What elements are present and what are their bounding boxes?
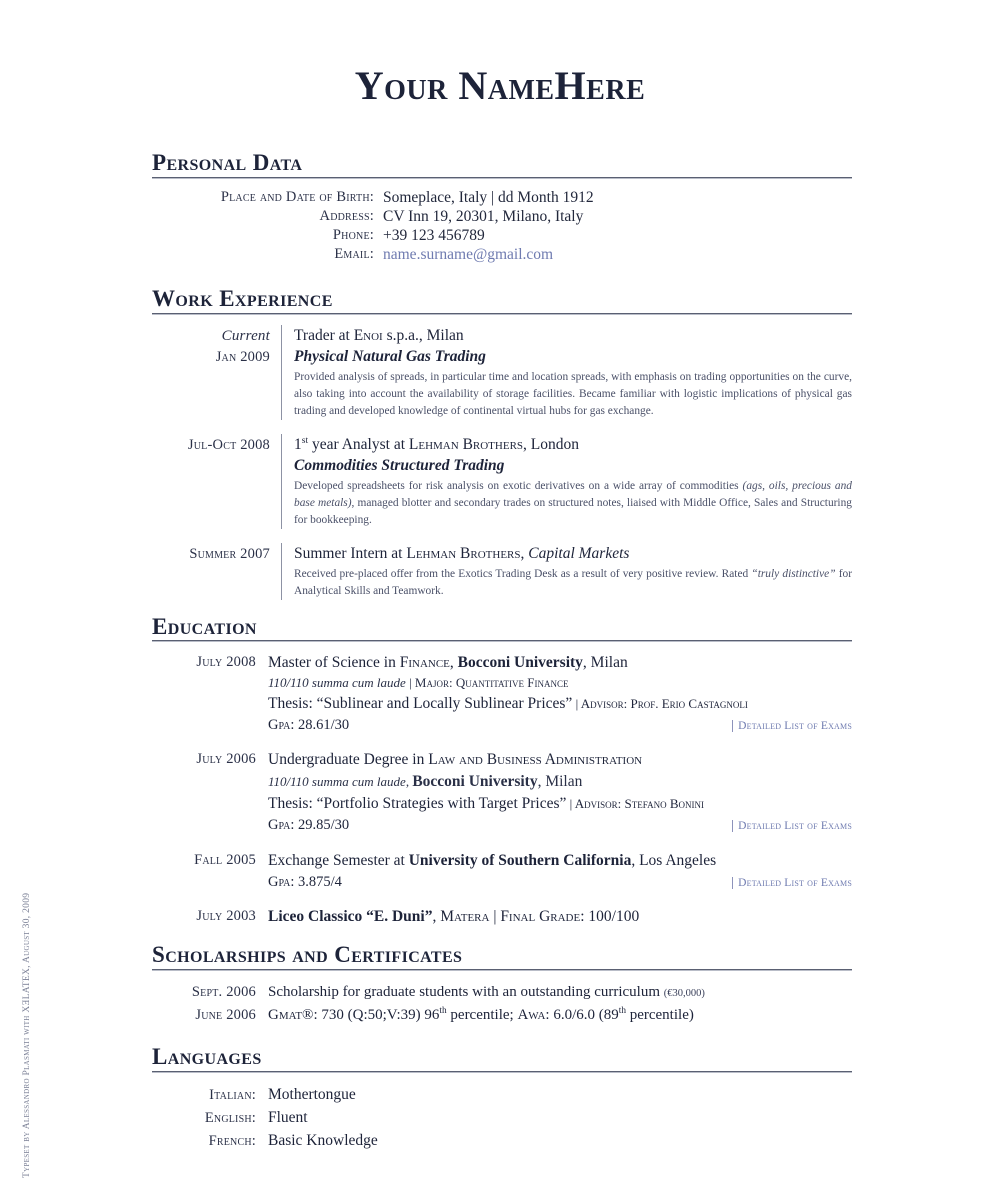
- education-date: July 2008: [196, 654, 256, 671]
- awa-percentile-label: percentile): [625, 1006, 694, 1023]
- section-divider: [152, 313, 852, 315]
- education-date: July 2003: [196, 908, 256, 925]
- work-dates: [152, 543, 281, 565]
- degree-location: , Milan: [537, 773, 583, 791]
- work-body: [281, 543, 852, 600]
- section-heading: Languages: [152, 1044, 262, 1070]
- language-row: [152, 1129, 852, 1152]
- work-date-bottom: Jan 2009: [215, 348, 270, 365]
- degree-location: , Los Angeles: [631, 851, 717, 869]
- section-scholarships: [152, 942, 852, 1026]
- scholarship-text: [268, 981, 705, 1004]
- scholarship-description: Scholarship for graduate students with an outstanding curriculum: [268, 984, 664, 1001]
- section-heading: Education: [152, 613, 257, 639]
- degree-field: Law and Business Administration: [428, 751, 643, 769]
- language-label: Italian:: [209, 1086, 256, 1103]
- degree-pre: Exchange Semester at: [268, 851, 409, 869]
- language-row: [152, 1106, 852, 1129]
- personal-row-email: [152, 246, 852, 264]
- scholarship-item: [152, 981, 852, 1004]
- desc-italic: “truly distinctive”: [751, 567, 836, 580]
- work-item: [152, 325, 852, 420]
- education-gpa-row: [268, 715, 852, 736]
- personal-value: CV Inn 19, 20301, Milano, Italy: [383, 207, 584, 225]
- work-title-post: ,: [520, 544, 529, 562]
- page-title: Your NameHere: [354, 63, 646, 108]
- section-heading: Personal Data: [152, 150, 303, 175]
- section-divider: [152, 177, 852, 179]
- scholarship-amount: (€30,000): [663, 988, 705, 1000]
- work-title-pre: 1st year Analyst at: [294, 434, 409, 453]
- section-languages: [152, 1044, 852, 1153]
- section-work-experience: [152, 286, 852, 600]
- education-thesis: [268, 793, 852, 815]
- education-gpa: Gpa: 29.85/30: [268, 817, 350, 834]
- degree-institution: Bocconi University: [412, 773, 538, 791]
- education-gpa-row: [268, 815, 852, 836]
- major: | Major: Quantitative Finance: [405, 675, 569, 691]
- detailed-exams-link[interactable]: Detailed List of Exams: [732, 877, 852, 889]
- work-description: [294, 566, 852, 600]
- desc-part1: Received pre-placed offer from the Exotics Trading Desk as a result of very positive review. Rated: [294, 567, 752, 580]
- personal-label: Place and Date of Birth:: [220, 188, 374, 205]
- work-dates: [152, 434, 281, 456]
- education-grade-major: [268, 674, 852, 692]
- work-item: [152, 543, 852, 600]
- resume-content: [152, 130, 852, 1153]
- education-item: [152, 906, 852, 928]
- desc-part1: Developed spreadsheets for risk analysis on exotic derivatives on a wide array of commodities: [294, 480, 743, 493]
- language-level: Fluent: [268, 1109, 308, 1127]
- work-title-post: s.p.a., Milan: [382, 326, 464, 344]
- language-label: French:: [208, 1133, 256, 1150]
- section-education: [152, 614, 852, 929]
- latin-honors: 110/110 summa cum laude: [268, 675, 406, 691]
- personal-label: Address:: [319, 207, 374, 224]
- work-date-top: Summer 2007: [189, 545, 270, 562]
- education-item: [152, 749, 852, 836]
- degree-pre: Master of Science in: [268, 654, 400, 672]
- language-level: Basic Knowledge: [268, 1132, 378, 1150]
- section-divider: [152, 640, 852, 642]
- personal-row-address: [152, 208, 852, 226]
- awa-score: 6.0/6.0 (89: [549, 1006, 619, 1023]
- degree-pre: Undergraduate Degree in: [268, 751, 429, 769]
- awa-label: Awa:: [517, 1006, 550, 1023]
- work-title-post: , London: [523, 435, 579, 453]
- work-description: [294, 478, 852, 528]
- language-level: Mothertongue: [268, 1085, 356, 1103]
- section-heading: Scholarships and Certificates: [152, 942, 463, 968]
- work-item: [152, 434, 852, 529]
- education-item: [152, 850, 852, 893]
- detailed-exams-link[interactable]: Detailed List of Exams: [732, 720, 852, 732]
- email-link[interactable]: name.surname@gmail.com: [383, 245, 554, 263]
- education-body: [268, 652, 852, 735]
- scholarship-date: June 2006: [195, 1006, 256, 1023]
- thesis-title: Thesis: “Portfolio Strategies with Target Prices”: [268, 795, 567, 813]
- advisor-label: | Advisor: Stefano: [566, 796, 670, 812]
- advisor-label: | Advisor: Prof. Erio: [572, 695, 689, 711]
- personal-value: Someplace, Italy | dd Month 1912: [383, 188, 594, 206]
- work-title-pre: Summer Intern at: [294, 544, 407, 562]
- work-dates: [152, 325, 281, 368]
- education-grade-school: [268, 771, 852, 793]
- school-name: Liceo Classico “E. Duni”: [268, 908, 433, 926]
- gmat-percentile-label: percentile;: [446, 1006, 518, 1023]
- education-thesis: [268, 693, 852, 715]
- advisor-name: Bonini: [669, 796, 705, 812]
- work-company: Lehman Brothers: [406, 544, 521, 562]
- gmat-text: [268, 1004, 694, 1027]
- work-subtitle: Commodities Structured Trading: [294, 456, 505, 474]
- work-title: [294, 543, 852, 564]
- work-description: Provided analysis of spreads, in particular time and location spreads, with emphasis on trading opportunities on the curve, also taking into account the availability of storage facilities. Became familiar with logistic implications of physical gas trading and developed knowledge of continental virtual hubs for gas exchange.: [294, 371, 852, 417]
- scholarship-item: [152, 1004, 852, 1027]
- personal-label: Email:: [334, 245, 374, 262]
- education-item: [152, 652, 852, 735]
- work-title-italic: Capital Markets: [528, 544, 630, 562]
- work-body: [281, 325, 852, 420]
- language-row: [152, 1083, 852, 1106]
- ordinal-suffix: th: [618, 1005, 626, 1016]
- section-heading: Work Experience: [152, 285, 333, 311]
- education-body: [268, 749, 852, 836]
- personal-row-birth: [152, 189, 852, 207]
- degree-institution: Bocconi University: [457, 654, 583, 672]
- desc-italic: (ags, oils, precious and base metals): [294, 480, 852, 510]
- latin-honors: 110/110 summa cum laude: [268, 774, 406, 790]
- work-body: [281, 434, 852, 529]
- education-gpa: Gpa: 3.875/4: [268, 873, 342, 890]
- sep: ,: [405, 774, 413, 790]
- work-title: [294, 434, 852, 455]
- education-gpa-row: [268, 872, 852, 893]
- personal-label: Phone:: [332, 226, 374, 243]
- ordinal-suffix: st: [301, 434, 309, 446]
- degree-location: , Milan: [582, 654, 628, 672]
- gmat-score: 730 (Q:50;V:39) 96: [317, 1006, 440, 1023]
- work-date-top: Current: [221, 327, 270, 344]
- personal-row-phone: [152, 227, 852, 245]
- school-detail: , Matera | Final Grade: 100/100: [432, 908, 640, 926]
- advisor-name: Castagnoli: [688, 695, 748, 711]
- education-degree: [268, 850, 852, 872]
- section-personal-data: [152, 150, 852, 264]
- scholarship-date: Sept. 2006: [191, 984, 256, 1001]
- education-degree: [268, 906, 852, 928]
- work-company: Enoi: [353, 326, 383, 344]
- section-divider: [152, 1071, 852, 1073]
- education-body: [268, 850, 852, 893]
- education-gpa: Gpa: 28.61/30: [268, 716, 350, 733]
- ordinal-suffix: th: [439, 1005, 447, 1016]
- work-subtitle: Physical Natural Gas Trading: [294, 347, 486, 365]
- work-date-top: Jul-Oct 2008: [187, 436, 270, 453]
- education-body: [268, 906, 852, 928]
- gmat-label: Gmat®:: [268, 1006, 318, 1023]
- education-date: July 2006: [196, 751, 256, 768]
- degree-institution: University of Southern California: [408, 851, 632, 869]
- education-date: Fall 2005: [194, 851, 256, 868]
- desc-part2: , managed blotter and secondary trades on structured notes, liaised with Middle Office, Sales and Structuring for bookkeeping.: [294, 497, 852, 526]
- thesis-title: Thesis: “Sublinear and Locally Sublinear Prices”: [268, 694, 573, 712]
- work-title: [294, 325, 852, 346]
- education-degree: [268, 652, 852, 674]
- typeset-credit: Typeset by Alessandro Plasmati with XƎLATEX, August 30, 2009: [22, 892, 32, 1178]
- section-divider: [152, 969, 852, 971]
- degree-sep: ,: [449, 654, 458, 672]
- work-company: Lehman Brothers: [408, 435, 524, 453]
- personal-value: +39 123 456789: [383, 226, 485, 244]
- degree-field: Finance: [399, 654, 450, 672]
- language-label: English:: [204, 1110, 256, 1127]
- work-title-pre: Trader at: [294, 326, 354, 344]
- desc-part2: for Analytical Skills and Teamwork.: [294, 567, 852, 597]
- detailed-exams-link[interactable]: Detailed List of Exams: [732, 820, 852, 832]
- education-degree: [268, 749, 852, 771]
